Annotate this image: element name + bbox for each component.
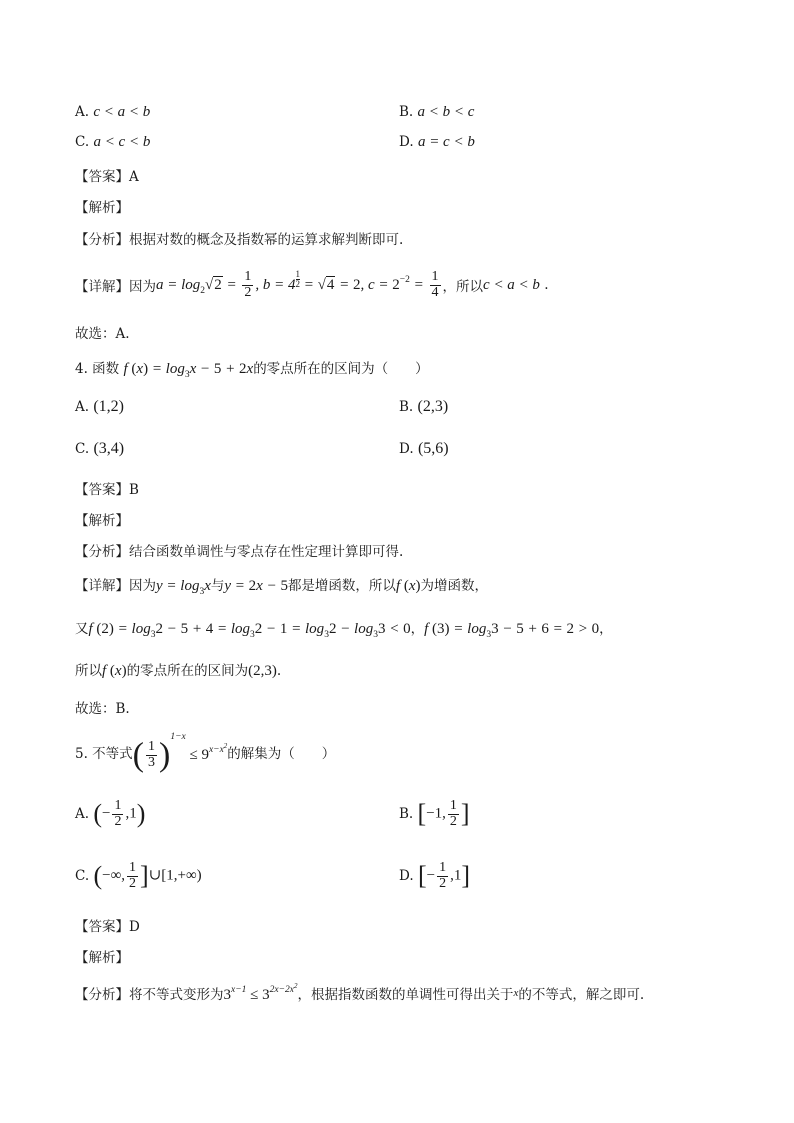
q5-answer: 【答案】D	[75, 919, 140, 935]
formula-f: f (x)	[102, 663, 127, 679]
analysis-mid: ，根据指数函数的单调性可得出关于	[297, 987, 514, 1003]
option-label: C.	[75, 134, 90, 150]
detail-prefix: 【详解】因为	[75, 279, 156, 295]
q3-formula: $a = \log_2√2$ = $\frac{1}{2}$ , b = 4 $\frac{1}{2}$ = √4 = 2, $c = 2^{-2}$ = $\frac{1}{4}$	[156, 268, 439, 300]
formula-log: $y = \log_3x$	[156, 578, 211, 597]
stem-suffix: 的解集为（ ）	[227, 746, 336, 762]
analysis-prefix: 【分析】将不等式变形为	[75, 987, 224, 1003]
q3-detail: 【详解】因为 $a = \log_2√2$ = $\frac{1}{2}$ , b = 4 $\frac{1}{2}$ = √4 = 2, $c = 2^{-2}$ = $\frac{1}{4}$ ，所以 c < a < b .	[75, 268, 549, 300]
stem-suffix: 的零点所在的区间为（ ）	[253, 361, 429, 377]
q3-analysis: 【分析】根据对数的概念及指数幂的运算求解判断即可.	[75, 232, 404, 248]
q5-option-b	[399, 792, 470, 836]
q4-function: f $(x) = \log_3x - 5 + 2x$	[123, 361, 254, 380]
q5-stem	[75, 728, 335, 776]
option-b-interval: [−1, $\frac{1}{2}$ ]	[417, 797, 470, 829]
option-d-text: a = c < b	[417, 134, 475, 150]
detail-prefix: 【详解】因为	[75, 578, 156, 594]
q4-option-a	[75, 398, 124, 416]
detail-mid: 与	[210, 578, 225, 594]
option-c-text: a < c < b	[93, 134, 151, 150]
detail-mid2: 都是增函数，所以	[287, 578, 396, 594]
formula-f2: f $(2) = \log_32 - 5 + 4 = \log_32 - 1 = \log_32 - \log_33 < 0$	[88, 621, 411, 640]
option-label: D.	[399, 868, 414, 884]
option-b-text: (2,3)	[417, 398, 449, 415]
option-label: C.	[75, 441, 90, 457]
variable-x: x	[513, 987, 519, 999]
option-d-interval: [− $\frac{1}{2}$ ,1]	[417, 859, 470, 891]
option-a-text: c < a < b	[93, 104, 151, 120]
option-label: A.	[75, 104, 90, 120]
q4-detail-3: 所以f (x)的零点所在的区间为(2,3).	[75, 663, 282, 679]
option-d-text: (5,6)	[417, 440, 449, 457]
formula-transformed: $3^{x-1} \le 3^{2x-2x^2}$	[223, 982, 298, 1003]
q3-option-a	[75, 104, 150, 121]
option-b-text: a < b < c	[417, 104, 475, 120]
q4-stem	[75, 357, 429, 380]
q3-final: 故选：A.	[75, 326, 130, 342]
q5-analysis	[75, 982, 644, 1004]
detail-suffix: ，所以	[442, 279, 484, 295]
option-label: B.	[399, 104, 414, 120]
option-label: B.	[399, 399, 414, 415]
q5-analysis-title: 【解析】	[75, 950, 129, 966]
detail-conclusion: c < a < b	[483, 276, 540, 293]
option-a-text: (1,2)	[93, 398, 124, 415]
q4-final: 故选：B.	[75, 701, 130, 717]
option-label: A.	[75, 399, 90, 415]
q4-answer: 【答案】B	[75, 482, 139, 498]
q4-analysis-title: 【解析】	[75, 513, 129, 529]
q5-option-d	[399, 854, 470, 898]
analysis-suffix: 的不等式，解之即可.	[518, 987, 645, 1003]
detail-mid: 的零点所在的区间为	[126, 663, 249, 679]
q4-analysis: 【分析】结合函数单调性与零点存在性定理计算即可得.	[75, 544, 404, 560]
detail-prefix: 所以	[75, 663, 102, 679]
option-label: D.	[399, 134, 414, 150]
formula-linear: y = 2x − 5	[224, 578, 288, 594]
stem-prefix: 4. 函数	[75, 361, 120, 377]
q5-option-c	[75, 854, 202, 898]
option-c-text: (3,4)	[93, 440, 125, 457]
option-label: A.	[75, 806, 90, 822]
formula-interval: (2,3)	[248, 663, 277, 679]
q3-option-b	[399, 104, 474, 121]
option-a-interval: (− $\frac{1}{2}$ ,1)	[93, 797, 146, 829]
formula-f: f (x)	[395, 578, 421, 594]
q3-option-c	[75, 134, 150, 151]
q4-option-c	[75, 440, 124, 458]
q4-option-b	[399, 398, 448, 416]
formula-f3: f $(3) = \log_33 - 5 + 6 = 2 > 0$	[424, 621, 600, 640]
option-label: D.	[399, 441, 414, 457]
q4-detail-1	[75, 574, 488, 597]
q3-analysis-title: 【解析】	[75, 200, 129, 216]
q4-detail-2: 又f $(2) = \log_32 - 5 + 4 = \log_32 - 1 = \log_32 - \log_33 < 0$，f $(3) = \log_33 - 5 + 6 = 2 > 0$，	[75, 621, 613, 640]
q3-option-d	[399, 134, 475, 151]
detail-prefix: 又	[75, 621, 89, 637]
q4-option-d	[399, 440, 449, 458]
q5-option-a	[75, 792, 145, 836]
option-label: B.	[399, 806, 414, 822]
q3-answer: 【答案】A	[75, 169, 139, 185]
option-c-interval: (−∞, $\frac{1}{2}$ ]∪[1,+∞)	[93, 859, 202, 891]
option-label: C.	[75, 868, 90, 884]
detail-suffix: 为增函数，	[420, 578, 489, 594]
stem-prefix: 5. 不等式	[75, 746, 133, 762]
q5-inequality: ( $\frac{1}{3}$ )$^{1-x} \le 9^{x-x^2}$	[132, 731, 228, 774]
